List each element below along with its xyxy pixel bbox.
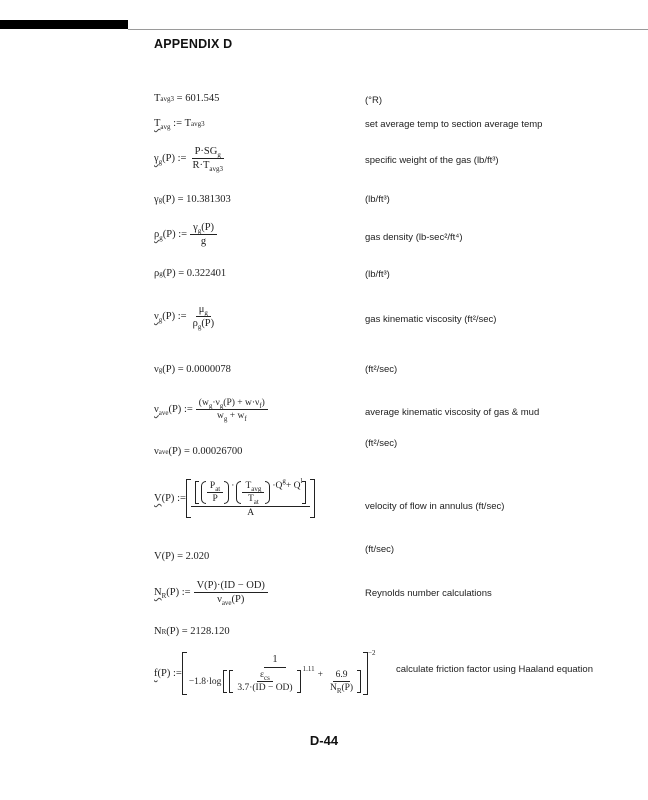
desc-nuave: average kinematic viscosity of gas & mud <box>365 407 540 418</box>
eq-velocity-value: V (P) = 2.020 <box>154 551 210 562</box>
desc-velocity: velocity of flow in annulus (ft/sec) <box>365 501 505 512</box>
desc-gamma-units: (lb/ft³) <box>365 194 390 205</box>
eq-nuave-def: $\nu_{ave}$ (P) := $\frac{(w_g\cdot\nu_g(P) + w\cdot\nu_f)}{w_g + w_f}$ <box>154 398 354 421</box>
desc-nu: gas kinematic viscosity (ft²/sec) <box>365 314 497 325</box>
gamma-fraction: $\frac{P\cdot SG_g}{R\cdot T_{avg3}}$ <box>192 146 223 174</box>
eq-tavg3-value: T avg3 = 601.545 <box>154 93 220 104</box>
nu-fraction: $\frac{\mu_g}{\rho_g(P)}$ <box>192 304 215 332</box>
eq-nuave-value: ν ave (P) = 0.00026700 <box>154 446 243 457</box>
desc-nuave-units: (ft²/sec) <box>365 438 398 449</box>
desc-gamma: specific weight of the gas (lb/ft³) <box>365 155 499 166</box>
desc-rho-units: (lb/ft³) <box>365 269 390 280</box>
eq-reynolds-value: N R (P) = 2128.120 <box>154 626 230 637</box>
eq-gamma-def: $\gamma_g$ (P) := $\frac{P\cdot SG_g}{R\cdot T_{avg3}}$ <box>154 146 354 171</box>
nuave-fraction: $\frac{(w_g\cdot\nu_g(P) + w\cdot\nu_f)}{w_g + w_f}$ <box>196 398 268 421</box>
desc-friction: calculate friction factor using Haaland equation <box>396 664 593 675</box>
desc-reynolds: Reynolds number calculations <box>365 588 492 599</box>
eq-nu-def: $\nu_g$ (P) := $\frac{\mu_g}{\rho_g(P)}$ <box>154 304 354 329</box>
eq-rho-def: $\rho_g$ (P) := $\frac{\gamma_g(P)}{g}$ <box>154 222 354 247</box>
eq-nu-value: ν g (P) = 0.0000078 <box>154 364 231 375</box>
desc-tavg3: (°R) <box>365 95 382 106</box>
reynolds-fraction: $\frac{V(P)\cdot(ID - OD)}{\nu_{ave}(P)}$ <box>194 580 268 605</box>
desc-tavg: set average temp to section average temp <box>365 119 543 130</box>
eq-reynolds-def: $N_R$ (P) := $\frac{V(P)\cdot(ID - OD)}{\nu_{ave}(P)}$ <box>154 580 354 605</box>
friction-bracket: 1 −1.8·log $\frac{\varepsilon_{cs}}{3.7\cdot(ID - OD)}$ $^{1.11}$ + $\frac{6.9}{N_R(P)}$ <box>182 652 368 695</box>
rho-fraction: $\frac{\gamma_g(P)}{g}$ <box>190 222 217 247</box>
eq-friction-def: f (P) := 1 −1.8·log $\frac{\varepsilon_{cs}}{3.7\cdot(ID - OD)}$ $^{1.11}$ + $\frac{6.9}{N_R(P)}$ $^{-2}$ <box>154 649 376 695</box>
eq-velocity-def: V (P) := $\frac{P_{at}}{P}$ · $\frac{T_{avg}}{T_{at}}$ ·Q g + Q l A <box>154 479 354 518</box>
header-bar <box>0 20 128 29</box>
section-title: APPENDIX D <box>154 37 233 51</box>
desc-nu-units: (ft²/sec) <box>365 364 398 375</box>
header-rule <box>128 29 648 30</box>
eq-gamma-value: γ g (P) = 10.381303 <box>154 194 231 205</box>
desc-velocity-units: (ft/sec) <box>365 544 395 555</box>
desc-rho: gas density (lb-sec²/ft⁴) <box>365 232 463 243</box>
eq-rho-value: ρ g (P) = 0.322401 <box>154 268 227 279</box>
eq-tavg-def: $T_{avg}$ := T avg3 <box>154 118 205 132</box>
page-number: D-44 <box>309 733 339 748</box>
velocity-bracket: $\frac{P_{at}}{P}$ · $\frac{T_{avg}}{T_{at}}$ ·Q g + Q l A <box>186 479 316 518</box>
